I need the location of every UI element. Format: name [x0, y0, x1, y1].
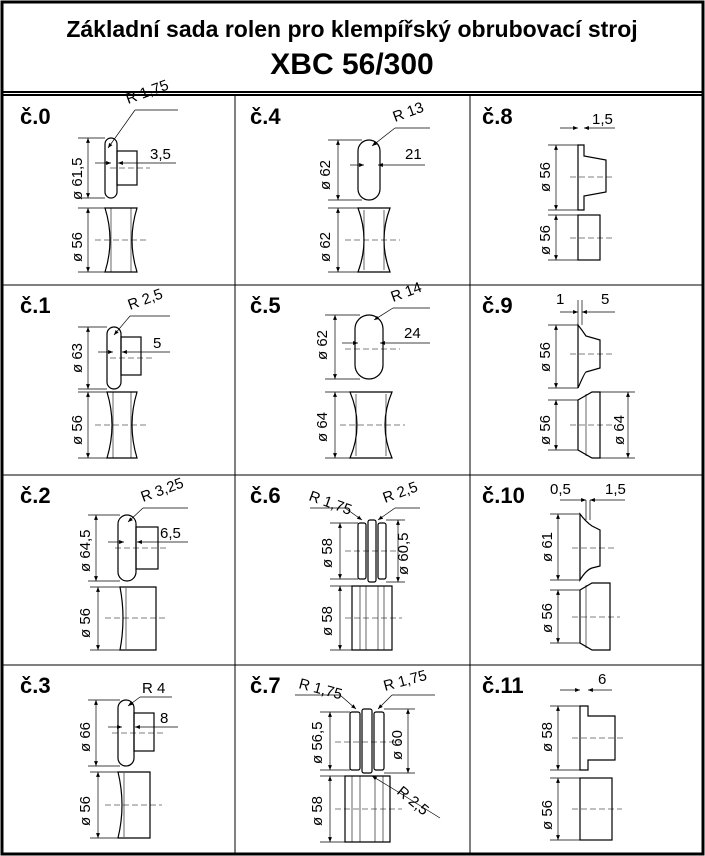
roller-label: č.10	[482, 483, 525, 508]
dim-width: 1,5	[592, 111, 613, 128]
dim-diameter-flange: ø 60,5	[395, 532, 412, 575]
dim-radius: R 4	[142, 680, 166, 697]
dim-diameter-bottom: ø 62	[317, 231, 334, 262]
roller-cell-2	[20, 475, 188, 650]
roller-cell-10	[482, 481, 626, 650]
dim-radius-right: R 2,5	[380, 478, 421, 507]
roller-label: č.0	[20, 104, 51, 129]
outer-frame	[2, 2, 703, 854]
dim-width: 21	[405, 146, 422, 163]
roller-cell-9	[482, 291, 635, 458]
roller-cell-4	[250, 99, 430, 272]
roller-label: č.11	[482, 673, 524, 698]
dim-diameter-top: ø 64,5	[77, 529, 94, 572]
roller-label: č.4	[250, 104, 281, 129]
dim-width: 8	[160, 710, 169, 727]
dim-diameter-top: ø 56	[537, 161, 554, 192]
roller-label: č.7	[250, 673, 281, 698]
roller-label: č.3	[20, 673, 51, 698]
roller-label: č.6	[250, 483, 281, 508]
dim-diameter-top: ø 63	[69, 342, 86, 373]
dim-diameter-top: ø 62	[314, 329, 331, 360]
dim-diameter-bottom: ø 56	[69, 231, 86, 262]
dim-diameter-outer: ø 64	[611, 414, 628, 445]
roller-cell-5	[250, 279, 430, 458]
roller-cell-11	[482, 671, 625, 840]
dim-diameter-bottom: ø 64	[314, 411, 331, 442]
dim-diameter-top: ø 66	[77, 721, 94, 752]
dim-radius: R 14	[388, 278, 425, 306]
dim-diameter-bottom: ø 58	[309, 795, 326, 826]
dim-diameter-bottom: ø 56	[539, 799, 556, 830]
dim-diameter-bottom: ø 56	[537, 224, 554, 255]
dim-radius: R 1,75	[123, 76, 171, 108]
roller-label: č.9	[482, 293, 513, 318]
dim-width: 6,5	[160, 525, 181, 542]
roller-cell-0	[20, 77, 178, 272]
dim-radius: R 2,5	[125, 285, 166, 314]
dim-diameter-bottom: ø 56	[537, 414, 554, 445]
roller-label: č.5	[250, 293, 281, 318]
dim-diameter-top: ø 61,5	[69, 157, 86, 200]
roller-label: č.8	[482, 104, 513, 129]
dim-width-a: 0,5	[550, 481, 571, 498]
dim-diameter-flange: ø 60	[389, 729, 406, 760]
dim-width-a: 1	[556, 291, 565, 308]
dim-width-b: 5	[601, 291, 610, 308]
dim-radius-left: R 1,75	[296, 675, 345, 704]
dim-width: 3,5	[150, 146, 171, 163]
dim-radius: R 3,25	[138, 474, 186, 506]
roller-cell-6	[250, 479, 420, 650]
dim-diameter-top: ø 58	[319, 537, 336, 568]
roller-label: č.2	[20, 483, 51, 508]
roller-cell-8	[482, 104, 615, 260]
dim-diameter-bottom: ø 56	[539, 602, 556, 633]
dim-width: 6	[598, 671, 607, 688]
dim-radius-left: R 1,75	[306, 487, 354, 519]
roller-cell-7	[250, 667, 440, 842]
title-line-2: XBC 56/300	[270, 48, 434, 81]
dim-diameter-top: ø 58	[539, 721, 556, 752]
dim-width: 5	[153, 335, 162, 352]
dim-diameter-top: ø 62	[317, 159, 334, 190]
roller-cell-1	[20, 286, 170, 458]
dim-diameter-top: ø 61	[539, 531, 556, 562]
roller-label: č.1	[20, 293, 51, 318]
dim-radius: R 13	[390, 98, 427, 126]
dim-radius-bottom: R 2,5	[393, 783, 432, 820]
dim-diameter-top: ø 56	[537, 341, 554, 372]
dim-diameter-bottom: ø 56	[77, 795, 94, 826]
dim-width: 24	[404, 325, 421, 342]
roller-cell-3	[20, 673, 178, 838]
dim-diameter-bottom: ø 56	[77, 607, 94, 638]
dim-width-b: 1,5	[605, 481, 626, 498]
dim-diameter-bottom: ø 58	[319, 605, 336, 636]
dim-diameter-bottom: ø 56	[69, 414, 86, 445]
dim-diameter-top: ø 56,5	[309, 721, 326, 764]
dim-radius-right: R 1,75	[381, 667, 429, 695]
title-line-1: Základní sada rolen pro klempířský obrubovací stroj	[66, 16, 638, 42]
